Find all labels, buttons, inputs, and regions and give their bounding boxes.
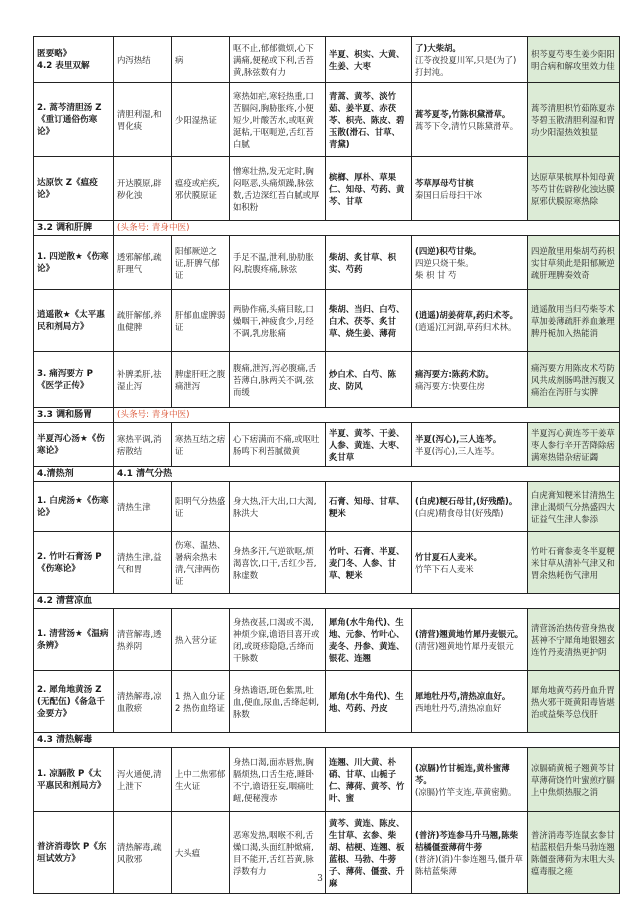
- mnemonic-body: 蒿芩下令,清竹只陈黛滑草。: [415, 120, 519, 131]
- ingredients-cell: 黄芩、黄连、陈皮、生甘草、玄参、柴胡、桔梗、连翘、板蓝根、马勃、牛蒡子、薄荷、僵蚕、升麻: [326, 812, 412, 894]
- mnemonic-cell: [412, 290, 528, 352]
- syndrome-cell: 肝郁血虚脾弱证: [172, 290, 230, 352]
- table-row: [34, 157, 620, 221]
- mnemonic-cell: [412, 236, 528, 290]
- ingredients-cell: 竹叶、石膏、半夏、麦门冬、人参、甘草、粳米: [326, 532, 412, 594]
- ingredients-cell: 半夏、黄芩、干姜、人参、黄连、大枣、炙甘草: [326, 423, 412, 467]
- table-row: [34, 290, 620, 352]
- table-row: [34, 671, 620, 733]
- table-row: [34, 423, 620, 467]
- extended-cell: 白虎膏知粳米甘清热生津止渴烦气分热盛四大证益气生津人参添: [528, 482, 620, 532]
- mnemonic-body: 秦国日后母扫干冰: [415, 189, 482, 200]
- symptoms-cell: 腹痛,泄泻,泻必腹痛,舌苔薄白,脉两关不调,弦而缓: [230, 352, 326, 408]
- mnemonic-title: (清营)翘黄地竹犀丹麦银元。: [415, 628, 524, 639]
- mnemonic-body: (清营)翘黄地竹犀丹麦银元: [415, 640, 514, 651]
- syndrome-cell: 上中二焦邪郁生火证: [172, 748, 230, 812]
- function-cell: 泻火通便,清上泄下: [114, 748, 172, 812]
- extended-cell: 达原草果槟厚朴知母黄芩芍甘佐辟秽化浊达膜原邪伏膜原寒热除: [528, 157, 620, 221]
- mnemonic-cell: [412, 423, 528, 467]
- extended-cell: 凉膈硝黄栀子翘黄芩甘草薄荷饶竹叶蜜煎疗膈上中焦烦热服之消: [528, 748, 620, 812]
- section-heading: 4.3 清热解毒: [34, 733, 620, 748]
- function-cell: 寒热平调,消痞散结: [114, 423, 172, 467]
- syndrome-cell: 阳明气分热盛证: [172, 482, 230, 532]
- ingredients-cell: 槟榔、厚朴、草果仁、知母、芍药、黄芩、甘草: [326, 157, 412, 221]
- section-heading: 3.3 调和肠胃: [34, 408, 114, 423]
- syndrome-cell: 脾虚肝旺之腹痛泄泻: [172, 352, 230, 408]
- formula-name-cell: 达原饮 Z《瘟疫论》: [34, 157, 114, 221]
- table-row: [34, 482, 620, 532]
- ingredients-cell: 犀角(水牛角代)、生地、芍药、丹皮: [326, 671, 412, 733]
- function-cell: 清胆利湿,和胃化痰: [114, 83, 172, 157]
- table-row-top: [34, 37, 620, 83]
- function-cell: 清热解毒,凉血散瘀: [114, 671, 172, 733]
- formula-name-cell: 半夏泻心汤★《伤寒论》: [34, 423, 114, 467]
- extended-cell: 竹叶石膏参麦冬半夏粳米甘草从清补气津又和胃余热耗伤气津用: [528, 532, 620, 594]
- symptoms-cell: 寒热如疟,寒轻热重,口苦膈闷,胸胁胀疼,小便短少,叶酸苦水,或呕黄涎粘,干呕呃逆,舌红苔白腻: [230, 83, 326, 157]
- mnemonic-body: (逍遥)江河湖,草药归术林。: [415, 321, 517, 332]
- section-row: [34, 467, 620, 482]
- symptoms-cell: 呕不止,郁郁微烦,心下满痛,便秘或下利,舌苔黄,脉弦数有力: [230, 37, 326, 83]
- mnemonic-cell: [412, 609, 528, 671]
- extended-cell: 逍遥散用当归芍柴苓术草加姜薄疏肝养血兼理脾丹栀加入热能消: [528, 290, 620, 352]
- mnemonic-title: 半夏(泻心),三人连芩。: [415, 433, 502, 444]
- mnemonic-title: 了)大柴胡。: [415, 42, 461, 53]
- extended-cell: 枳芩夏芍枣生姜少阳阳明合病和解攻里效力佳: [528, 37, 620, 83]
- formula-name-cell: 3. 痛泻要方 P《医学正传》: [34, 352, 114, 408]
- mnemonic-cell: [412, 352, 528, 408]
- mnemonic-cell: [412, 83, 528, 157]
- symptoms-cell: 身热多汗,气逆欲呕,烦渴喜饮,口干,舌红少苔,脉虚数: [230, 532, 326, 594]
- mnemonic-title: 竹甘夏石人麦米。: [415, 551, 482, 562]
- mnemonic-cell: [412, 748, 528, 812]
- symptoms-cell: 心下痞满而不痛,或呕吐肠鸣下利苔腻微黄: [230, 423, 326, 467]
- mnemonic-cell: [412, 482, 528, 532]
- function-cell: 内泻热结: [114, 37, 172, 83]
- mnemonic-title: 犀地牡丹芍,清热凉血好。: [415, 690, 511, 701]
- formula-name-cell: 1. 凉膈散 P《太平惠民和剂局方》: [34, 748, 114, 812]
- syndrome-cell: 寒热互结之痞证: [172, 423, 230, 467]
- extended-cell: 犀角地黄芍药丹血升胃热火邪干斑黄阳毒皆堪治或益柴芩总伐肝: [528, 671, 620, 733]
- mnemonic-body: (普济)(消)牛参连翘马,僵升草陈桔蓝柴薄: [415, 853, 523, 876]
- ingredients-cell: 青蒿、黄芩、淡竹茹、姜半夏、赤茯苓、枳壳、陈皮、碧玉散(滑石、甘草、青黛): [326, 83, 412, 157]
- mnemonic-title: 痛泻要方:陈药术防。: [415, 368, 494, 379]
- function-cell: 疏肝解郁,养血健脾: [114, 290, 172, 352]
- extended-cell: 清营汤治热传营身热夜甚神不宁犀角地银翘玄连竹丹麦清热更护阴: [528, 609, 620, 671]
- formula-table-page: [33, 36, 619, 894]
- section-heading: 4.2 清营凉血: [34, 594, 620, 609]
- watermark-text: (头条号: 青身中医): [114, 408, 620, 423]
- symptoms-cell: 身热夜甚,口渴或不渴,神烦少寐,谵语目喜开或闭,或斑疹隐隐,舌绛而干脉数: [230, 609, 326, 671]
- table-row: [34, 352, 620, 408]
- extended-cell: 蒿芩清胆枳竹茹陈夏赤苓碧玉散清胆利湿和胃功少阳湿热效独显: [528, 83, 620, 157]
- mnemonic-cell: [412, 157, 528, 221]
- formula-name-cell: [34, 37, 114, 83]
- mnemonic-cell: [412, 671, 528, 733]
- section-heading: 4.2 表里双解: [37, 60, 90, 71]
- ingredients-cell: 炒白术、白芍、陈皮、防风: [326, 352, 412, 408]
- mnemonic-title: (凉膈)竹甘栀连,黄朴蜜薄芩。: [415, 762, 510, 785]
- function-cell: 补脾柔肝,祛湿止泻: [114, 352, 172, 408]
- mnemonic-body: 西地牡丹芍,清热凉血好: [415, 702, 502, 713]
- section-heading: 3.2 调和肝脾: [34, 221, 114, 236]
- syndrome-cell: 热入营分证: [172, 609, 230, 671]
- extended-cell: 四逆散里用柴胡芍药枳实甘草须此是阳郁厥逆疏肝理脾奏效奇: [528, 236, 620, 290]
- symptoms-cell: 恶寒发热,咽喉不利,舌燥口渴,头面红肿焮痛,目不能开,舌红苔黄,脉浮数有力: [230, 812, 326, 894]
- page-number: 3: [317, 874, 323, 884]
- mnemonic-title: 蒿芩夏苓,竹陈枳黛滑草。: [415, 108, 511, 119]
- watermark-text: (头条号: 青身中医): [114, 221, 620, 236]
- ingredients-cell: 犀角(水牛角代)、生地、元参、竹叶心、麦冬、丹参、黄连、银花、连翘: [326, 609, 412, 671]
- mnemonic-body: 江苓夜投夏川军,只是(为了)打封沌。: [415, 54, 517, 77]
- symptoms-cell: 憎寒壮热,发无定时,胸闷呕恶,头痛烦躁,脉弦数,舌边深红苔白腻或厚如积粉: [230, 157, 326, 221]
- table-row: [34, 532, 620, 594]
- mnemonic-title: (逍遥)胡姜荷草,药归术苓。: [415, 309, 518, 320]
- syndrome-cell: 少阳湿热证: [172, 83, 230, 157]
- table-row: [34, 236, 620, 290]
- symptoms-cell: 身热口渴,面赤唇焦,胸膈烦热,口舌生疮,睡卧不宁,谵语狂妄,咽痛吐衄,便秘溲赤: [230, 748, 326, 812]
- formula-name-cell: 逍遥散★《太平惠民和剂局方》: [34, 290, 114, 352]
- section-row: [34, 733, 620, 748]
- formula-table: [33, 36, 620, 894]
- section-row: [34, 221, 620, 236]
- formula-name-cell: 2. 蒿芩清胆汤 Z《重订通俗伤寒论》: [34, 83, 114, 157]
- mnemonic-body: 痛泻要方:快要住房: [415, 380, 485, 391]
- formula-name-cell: 1. 白虎汤★《伤寒论》: [34, 482, 114, 532]
- table-row: [34, 748, 620, 812]
- ingredients-cell: 柴胡、炙甘草、枳实、芍药: [326, 236, 412, 290]
- syndrome-cell: 病: [172, 37, 230, 83]
- ingredients-cell: 连翘、川大黄、朴硝、甘草、山栀子仁、薄荷、黄芩、竹叶、蜜: [326, 748, 412, 812]
- mnemonic-title: (白虎)粳石母甘,(好残酷)。: [415, 495, 518, 506]
- symptoms-cell: 身热谵语,斑色紫黑,吐血,便血,尿血,舌绛起刺,脉数: [230, 671, 326, 733]
- extended-cell: 半夏泻心黄连芩干姜草枣人参行辛开苦降除痞满寒热错杂痞证蠲: [528, 423, 620, 467]
- formula-name-cell: 2. 竹叶石膏汤 P《伤寒论》: [34, 532, 114, 594]
- table-row: [34, 83, 620, 157]
- section-row: [34, 408, 620, 423]
- ingredients-cell: 半夏、枳实、大黄、生姜、大枣: [326, 37, 412, 83]
- text-line: 匿要略》: [37, 48, 72, 59]
- mnemonic-body: 竹竿下石人麦米: [415, 563, 474, 574]
- syndrome-cell: 阳郁厥逆之证,肝脾气郁证: [172, 236, 230, 290]
- mnemonic-body: (凉膈)竹竿支连,草黄密勤。: [415, 786, 517, 797]
- function-cell: 清热生津: [114, 482, 172, 532]
- syndrome-cell: 大头瘟: [172, 812, 230, 894]
- table-row: [34, 609, 620, 671]
- formula-name-cell: 普济消毒饮 P《东垣试效方》: [34, 812, 114, 894]
- mnemonic-body: (白虎)精食母甘(好残酷): [415, 507, 504, 518]
- symptoms-cell: 手足不温,泄利,胁肋胀闷,脘腹疼痛,脉弦: [230, 236, 326, 290]
- extended-cell: 普济消毒芩连鼠玄参甘桔蓝根侣升柴马勃连翘陈僵蚕薄荷为末咀大头瘟毒服之瘥: [528, 812, 620, 894]
- mnemonic-cell: [412, 532, 528, 594]
- section-row: [34, 594, 620, 609]
- mnemonic-title: 芩草厚母芍甘槟: [415, 177, 474, 188]
- function-cell: 开达膜原,辟秽化浊: [114, 157, 172, 221]
- formula-name-cell: 1. 四逆散★《伤寒论》: [34, 236, 114, 290]
- function-cell: 清营解毒,透热养阴: [114, 609, 172, 671]
- function-cell: 透邪解郁,疏肝理气: [114, 236, 172, 290]
- formula-name-cell: 1. 清营汤★《温病条辨》: [34, 609, 114, 671]
- section-heading: 4.清热剂: [34, 467, 114, 482]
- mnemonic-body: 柴 枳 甘 芍: [415, 269, 457, 280]
- syndrome-cell: 伤寒、温热、暑病余热未清,气津两伤证: [172, 532, 230, 594]
- mnemonic-title: (普济)芩连参马升马翘,陈柴桔橘僵蚕薄荷牛蒡: [415, 829, 518, 852]
- ingredients-cell: 石膏、知母、甘草、粳米: [326, 482, 412, 532]
- ingredients-cell: 柴胡、当归、白芍、白术、茯苓、炙甘草、烧生姜、薄荷: [326, 290, 412, 352]
- mnemonic-cell: [412, 37, 528, 83]
- function-cell: 清热生津,益气和胃: [114, 532, 172, 594]
- syndrome-cell: 1 热入血分证 2 热伤血络证: [172, 671, 230, 733]
- subsection-heading: 4.1 清气分热: [114, 467, 620, 482]
- function-cell: 清热解毒,疏风散邪: [114, 812, 172, 894]
- syndrome-cell: 瘟疫或疟疾,邪伏膜原证: [172, 157, 230, 221]
- extended-cell: 痛泻要方用陈皮术芍防风共成剂肠鸣泄泻腹又痛治在泻肝与实脾: [528, 352, 620, 408]
- mnemonic-body: 四逆只烧干柴。: [415, 257, 474, 268]
- mnemonic-title: (四逆)积芍甘柴。: [415, 245, 482, 256]
- formula-name-cell: 2. 犀角地黄汤 Z(无配伍)《备急千金要方》: [34, 671, 114, 733]
- symptoms-cell: 两胁作痛,头痛目眩,口燥咽干,神疲食少,月经不调,乳房胀痛: [230, 290, 326, 352]
- mnemonic-body: 半夏(泻心),三人连芩。: [415, 445, 500, 456]
- symptoms-cell: 身大热,汗大出,口大渴,脉洪大: [230, 482, 326, 532]
